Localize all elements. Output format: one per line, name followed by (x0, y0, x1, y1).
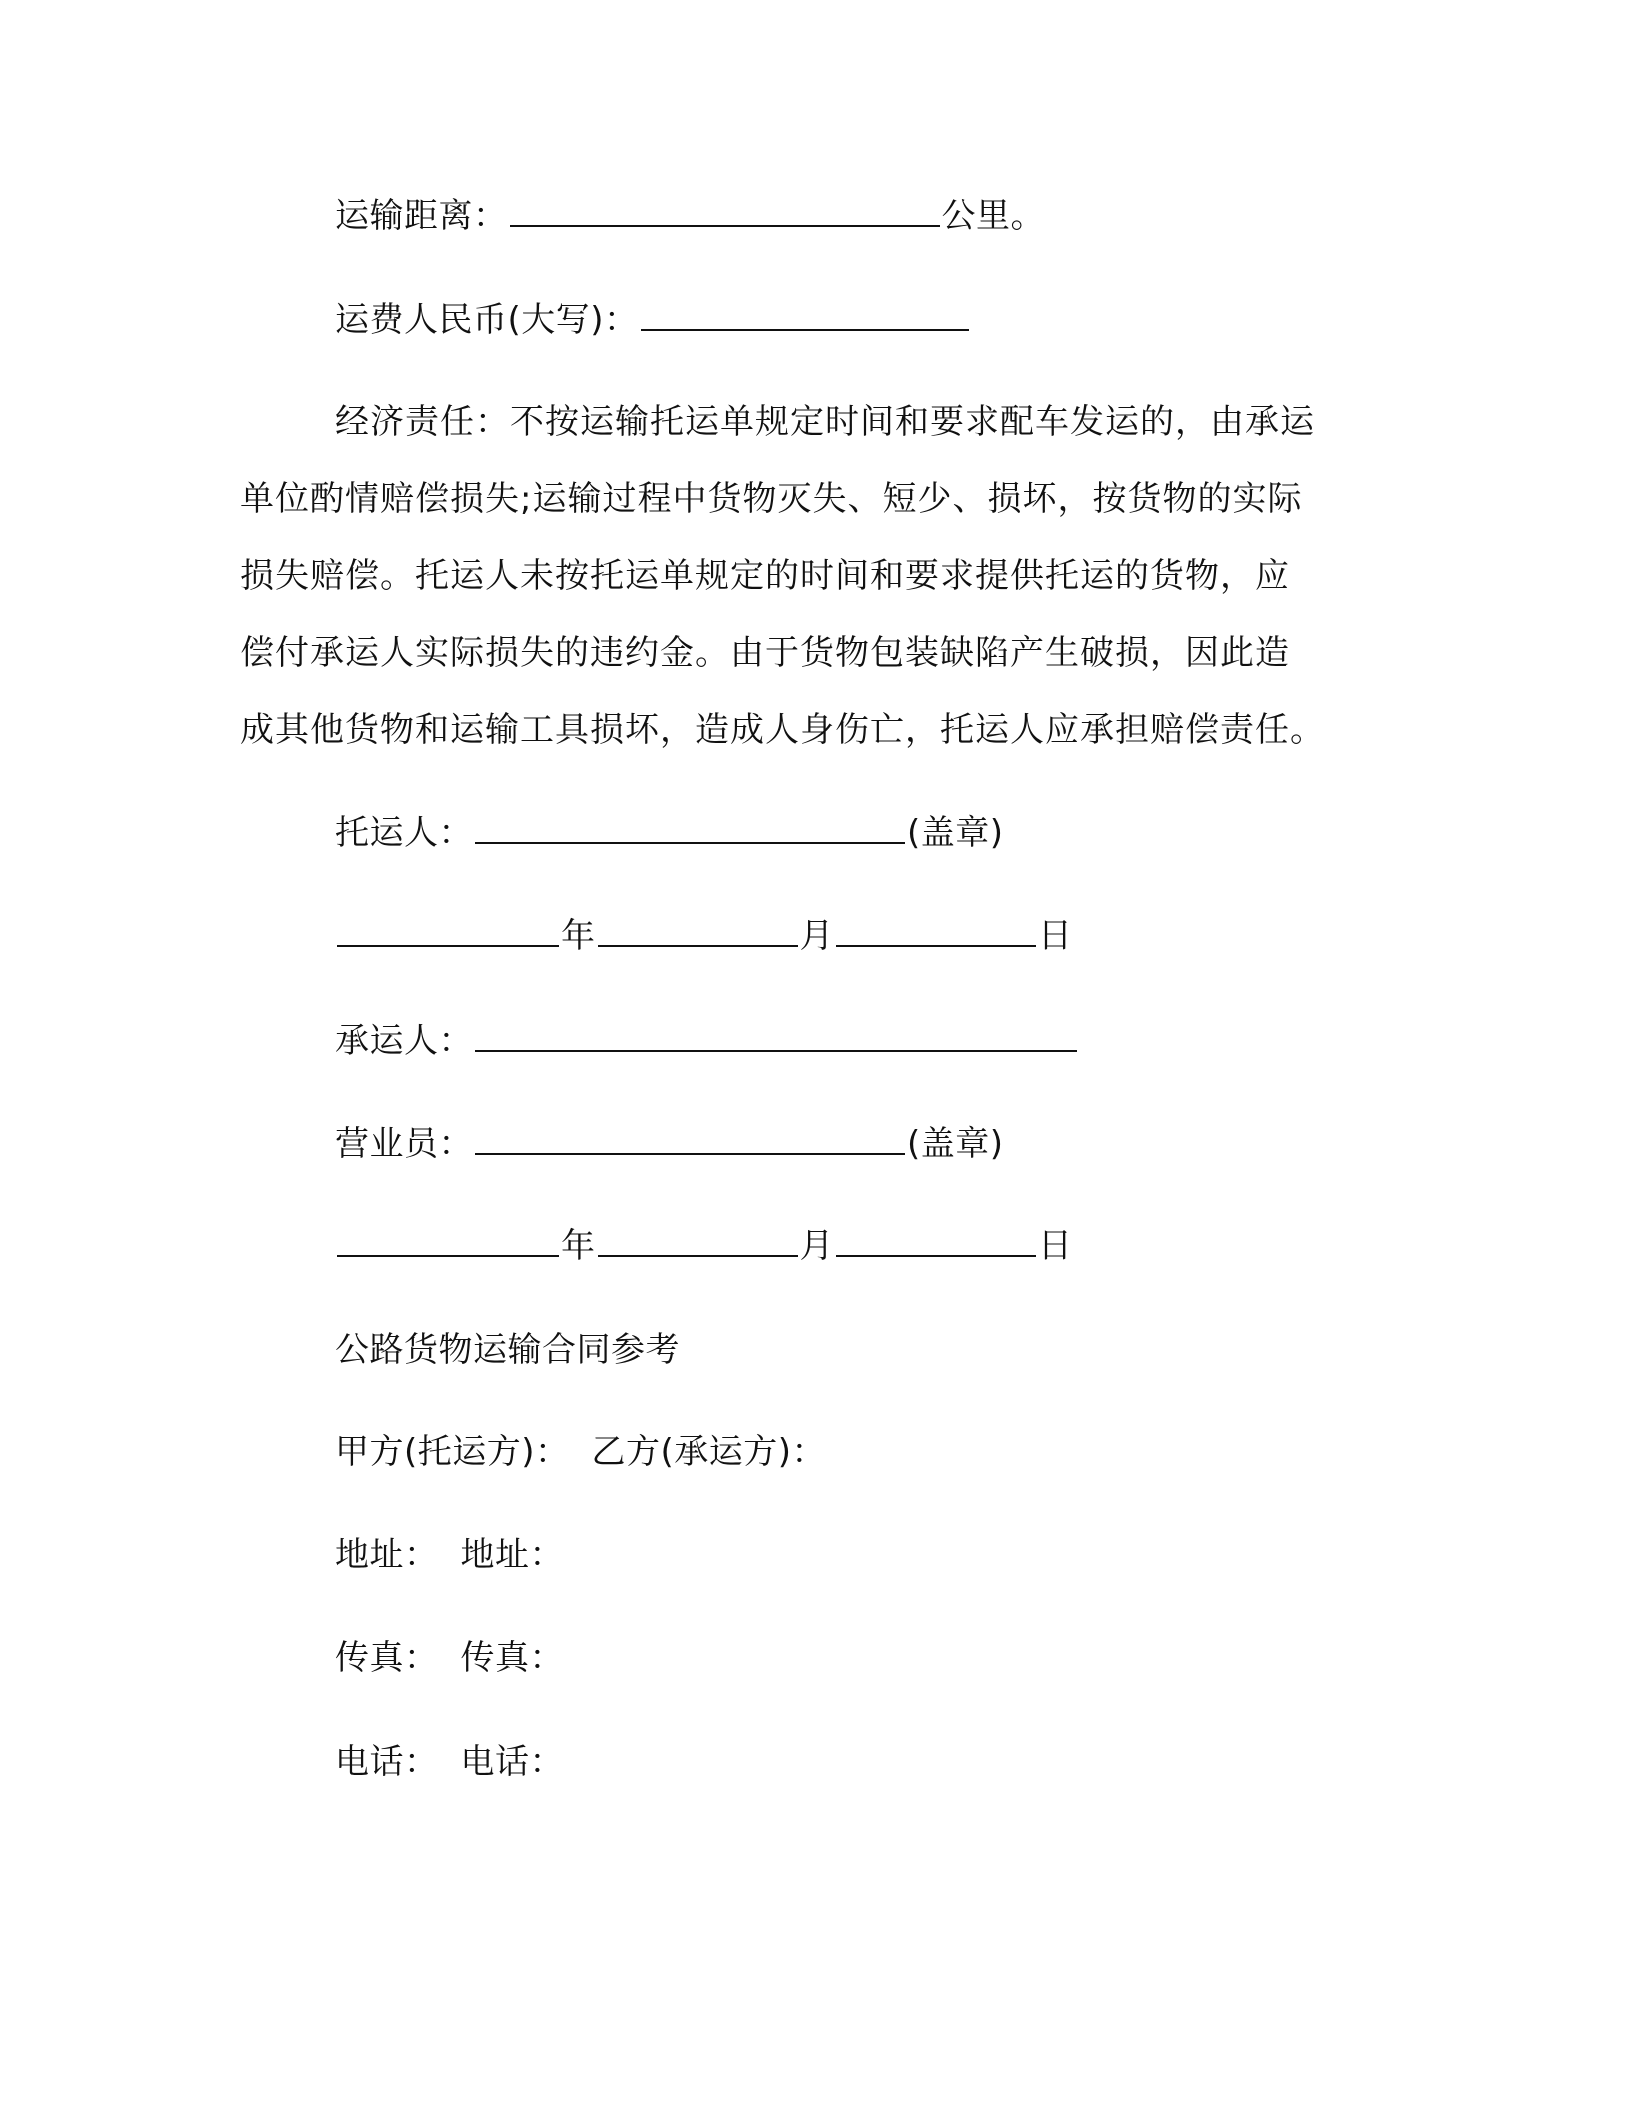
freight-line (335, 298, 971, 342)
year-blank[interactable] (337, 915, 559, 947)
contract-title: 公路货物运输合同参考 (335, 1330, 680, 1370)
salesperson-blank[interactable] (475, 1123, 905, 1155)
liability-line: 损失赔偿。托运人未按托运单规定的时间和要求提供托运的货物，应 (240, 556, 1290, 596)
distance-unit: 公里。 (941, 196, 1045, 236)
shipper-blank[interactable] (475, 812, 905, 844)
carrier-label: 承运人： (335, 1021, 473, 1061)
carrier-line (335, 1019, 1079, 1063)
liability-line: 偿付承运人实际损失的违约金。由于货物包装缺陷产生破损，因此造 (240, 633, 1290, 673)
year-blank[interactable] (337, 1225, 559, 1257)
fax-line (335, 1636, 564, 1680)
day-blank[interactable] (836, 915, 1036, 947)
fax-b-label: 传真： (460, 1638, 564, 1678)
phone-b-label: 电话： (460, 1742, 564, 1782)
distance-line (335, 194, 1045, 238)
party-b-label: 乙方(承运方)： (591, 1432, 827, 1472)
liability-line: 经济责任：不按运输托运单规定时间和要求配车发运的，由承运 (335, 402, 1315, 442)
address-line (335, 1533, 564, 1577)
month-label: 月 (799, 1226, 834, 1266)
distance-label: 运输距离： (335, 196, 508, 236)
salesperson-line (335, 1122, 1004, 1166)
month-blank[interactable] (598, 915, 798, 947)
date-line-1 (335, 914, 1073, 958)
fax-a-label: 传真： (335, 1638, 439, 1678)
address-a-label: 地址： (335, 1535, 439, 1575)
freight-blank[interactable] (641, 299, 969, 331)
shipper-seal: (盖章) (907, 813, 1004, 853)
day-blank[interactable] (836, 1225, 1036, 1257)
salesperson-label: 营业员： (335, 1124, 473, 1164)
phone-a-label: 电话： (335, 1742, 439, 1782)
day-label: 日 (1038, 916, 1073, 956)
day-label: 日 (1038, 1226, 1073, 1266)
month-label: 月 (799, 916, 834, 956)
shipper-label: 托运人： (335, 813, 473, 853)
liability-line: 成其他货物和运输工具损坏，造成人身伤亡，托运人应承担赔偿责任。 (240, 710, 1325, 750)
year-label: 年 (561, 916, 596, 956)
party-a-label: 甲方(托运方)： (335, 1432, 570, 1472)
year-label: 年 (561, 1226, 596, 1266)
shipper-line (335, 811, 1004, 855)
distance-blank[interactable] (510, 195, 940, 227)
address-b-label: 地址： (460, 1535, 564, 1575)
date-line-2 (335, 1224, 1073, 1268)
parties-line (335, 1430, 826, 1474)
carrier-blank[interactable] (475, 1020, 1077, 1052)
liability-paragraph (240, 384, 1390, 769)
phone-line (335, 1740, 564, 1784)
freight-label: 运费人民币(大写)： (335, 300, 639, 340)
salesperson-seal: (盖章) (907, 1124, 1004, 1164)
month-blank[interactable] (598, 1225, 798, 1257)
liability-line: 单位酌情赔偿损失;运输过程中货物灭失、短少、损坏，按货物的实际 (240, 479, 1303, 519)
